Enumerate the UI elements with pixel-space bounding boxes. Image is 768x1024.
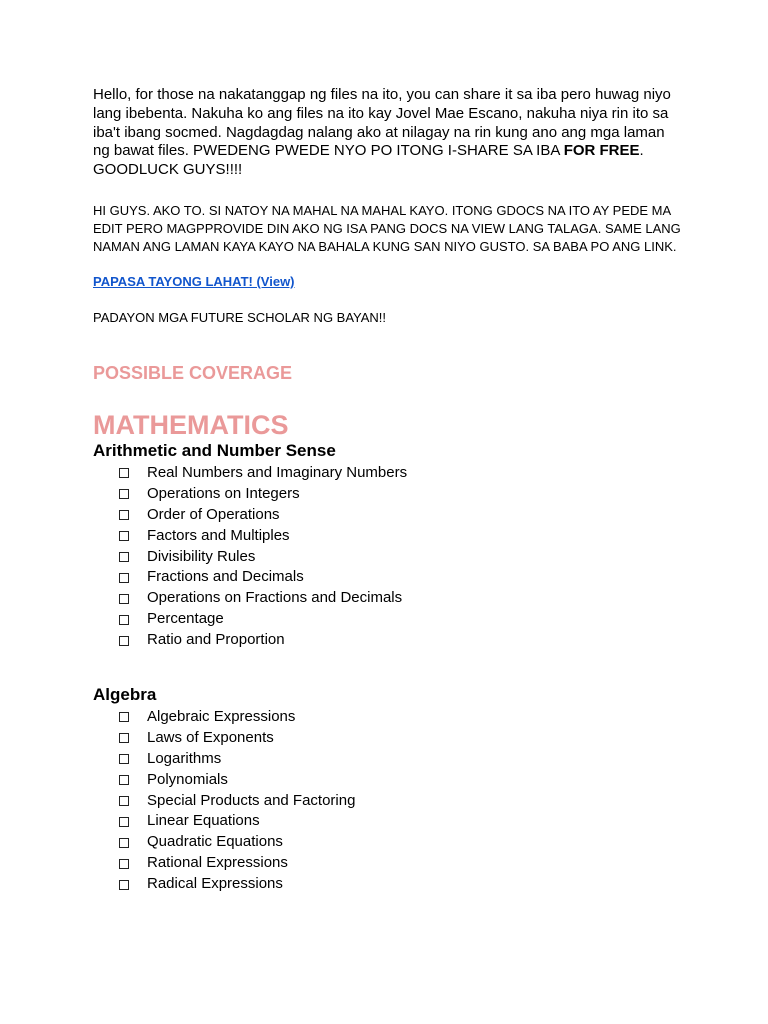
checklist-item <box>93 463 683 484</box>
link-paragraph <box>93 273 683 291</box>
intro-paragraph <box>93 86 683 180</box>
checklist-item-label: Factors and Multiples <box>147 526 290 544</box>
checklist-item-label: Fractions and Decimals <box>147 568 304 586</box>
checkbox-icon[interactable] <box>119 880 129 890</box>
checklist-item-label: Real Numbers and Imaginary Numbers <box>147 463 408 481</box>
checklist-item <box>93 749 683 770</box>
checklist-item-label: Operations on Fractions and Decimals <box>147 589 403 607</box>
checkbox-icon[interactable] <box>119 489 129 499</box>
checkbox-icon[interactable] <box>119 838 129 848</box>
checkbox-icon[interactable] <box>119 754 129 764</box>
checklist-item <box>93 505 683 526</box>
checklist-item <box>93 547 683 568</box>
checkbox-icon[interactable] <box>119 775 129 785</box>
checklist-item-label: Rational Expressions <box>147 854 288 872</box>
padayon-paragraph: PADAYON MGA FUTURE SCHOLAR NG BAYAN!! <box>93 309 387 325</box>
checklist-item-label: Divisibility Rules <box>147 547 256 565</box>
checklist-item <box>93 630 683 651</box>
checkbox-icon[interactable] <box>119 594 129 604</box>
checklist-item-label: Quadratic Equations <box>147 833 283 851</box>
checkbox-icon[interactable] <box>119 817 129 827</box>
checklist-item-label: Logarithms <box>147 749 222 767</box>
checklist-item <box>93 609 683 630</box>
intro-text: Hello, for those na nakatanggap ng files na ito, you can share it sa iba pero huwag niyo lang ibebenta. Nakuha ko ang files na ito kay Jovel Mae Escano, nakuha niya rin ito sa iba't ibang socmed. Nagdagdag nalang ako at nilagay na rin kung ano ang mga laman ng bawat files. PWEDENG PWEDE NYO PO ITONG I-SHARE SA IBA <box>93 86 671 160</box>
intro-tail-text: . GOODLUCK GUYS!!!! <box>93 142 644 179</box>
checklist-item <box>93 728 683 749</box>
checkbox-icon[interactable] <box>119 636 129 646</box>
view-docs-link[interactable]: PAPASA TAYONG LAHAT! (View) <box>93 273 295 289</box>
checklist-item <box>93 707 683 728</box>
checklist-item <box>93 811 683 832</box>
note-paragraph: HI GUYS. AKO TO. SI NATOY NA MAHAL NA MAHAL KAYO. ITONG GDOCS NA ITO AY PEDE MA EDIT PERO MAGPPROVIDE DIN AKO NG ISA PANG DOCS NA VIEW LANG TALAGA. SAME LANG NAMAN ANG LAMAN KAYA KAYO NA BAHALA KUNG SAN NIYO GUSTO. SA BABA PO ANG LINK. <box>93 202 681 254</box>
checklist-arithmetic <box>93 463 683 651</box>
checklist-item-label: Linear Equations <box>147 812 260 830</box>
checklist-item-label: Algebraic Expressions <box>147 708 296 725</box>
coverage-heading: POSSIBLE COVERAGE <box>93 362 293 383</box>
checklist-item-label: Ratio and Proportion <box>147 631 285 649</box>
checklist-algebra <box>93 707 683 895</box>
checklist-item-label: Radical Expressions <box>147 875 283 893</box>
checklist-item <box>93 567 683 588</box>
checkbox-icon[interactable] <box>119 859 129 869</box>
checkbox-icon[interactable] <box>119 573 129 583</box>
checkbox-icon[interactable] <box>119 615 129 625</box>
checklist-item-label: Percentage <box>147 610 224 628</box>
checkbox-icon[interactable] <box>119 712 129 722</box>
checklist-item-label: Special Products and Factoring <box>147 791 356 809</box>
section-title-algebra: Algebra <box>93 685 157 704</box>
checklist-item <box>93 853 683 874</box>
subject-heading: MATHEMATICS <box>93 409 289 440</box>
section-title-arithmetic: Arithmetic and Number Sense <box>93 440 336 460</box>
checklist-item-label: Polynomials <box>147 770 228 788</box>
checklist-item-label: Laws of Exponents <box>147 728 274 746</box>
checkbox-icon[interactable] <box>119 796 129 806</box>
checklist-item <box>93 770 683 791</box>
checklist-item <box>93 832 683 853</box>
checkbox-icon[interactable] <box>119 733 129 743</box>
checkbox-icon[interactable] <box>119 552 129 562</box>
checklist-item <box>93 791 683 812</box>
checklist-item <box>93 874 683 895</box>
checkbox-icon[interactable] <box>119 468 129 478</box>
checklist-item <box>93 526 683 547</box>
document-page <box>93 86 683 895</box>
checklist-item <box>93 588 683 609</box>
checklist-item-label: Operations on Integers <box>147 484 300 502</box>
checklist-item <box>93 484 683 505</box>
intro-bold-text: FOR FREE <box>563 142 640 160</box>
checklist-item-label: Order of Operations <box>147 505 280 523</box>
checkbox-icon[interactable] <box>119 531 129 541</box>
checkbox-icon[interactable] <box>119 510 129 520</box>
